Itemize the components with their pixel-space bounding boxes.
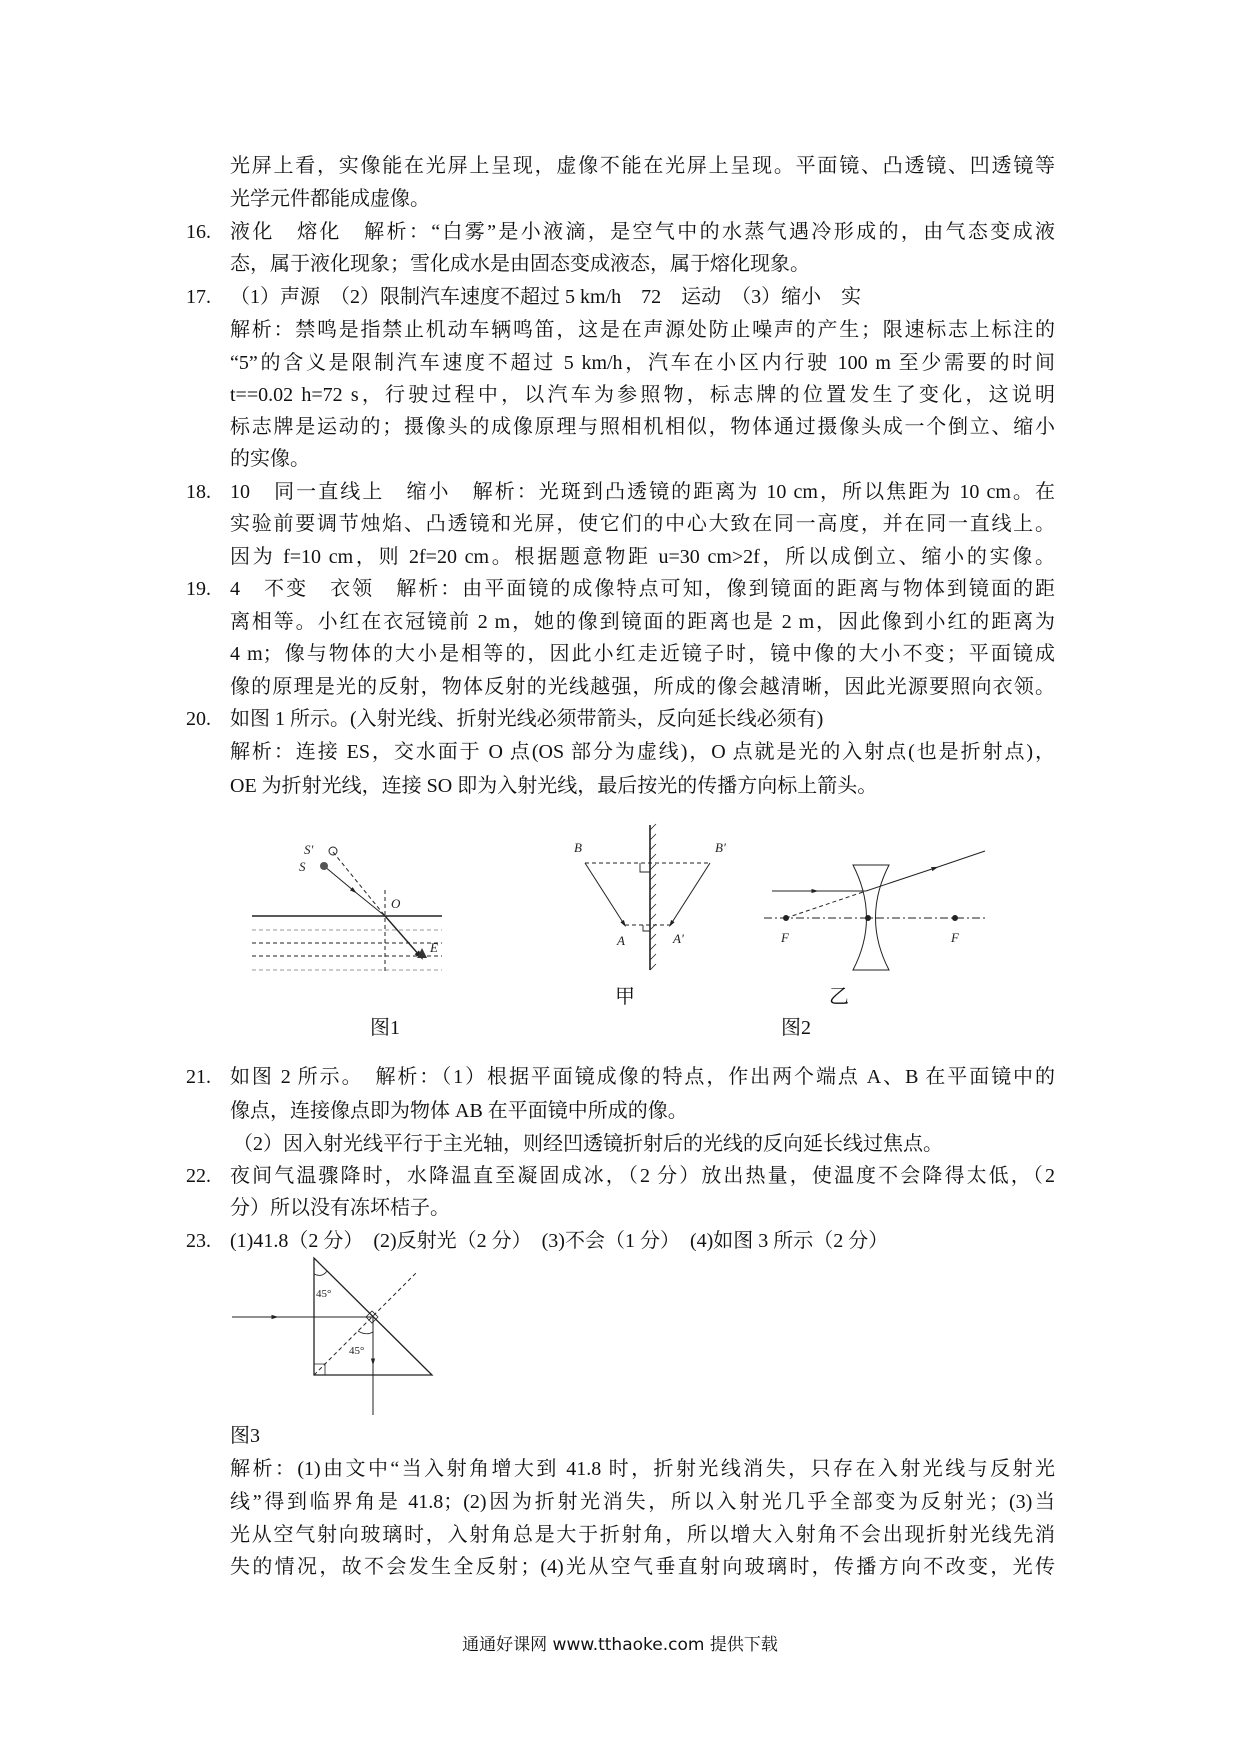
text-line: 如图 2 所示。 解析：（1）根据平面镜成像的特点，作出两个端点 A、B 在平面镜中的 (230, 1066, 1055, 1088)
label-o: O (391, 896, 401, 911)
text-line: （1）声源 （2）限制汽车速度不超过 5 km/h 72 运动 （3）缩小 实 (230, 286, 862, 308)
item-number: 20. (186, 708, 211, 730)
item-number: 23. (186, 1230, 211, 1252)
eye-icon (417, 948, 427, 958)
angle-arc (314, 1271, 327, 1275)
angle-label-top: 45° (316, 1288, 332, 1300)
figure-2b-concave-lens (764, 851, 988, 970)
text-line: （2）因入射光线平行于主光轴，则经凹透镜折射后的光线的反向延长线过焦点。 (233, 1133, 943, 1155)
label-a: A (617, 933, 625, 948)
text-line: 像点，连接像点即为物体 AB 在平面镜中所成的像。 (230, 1100, 688, 1122)
extension-line (333, 852, 385, 916)
figure-2a-plane-mirror (585, 824, 710, 970)
item-number: 19. (186, 578, 211, 600)
figure-2b-label: 乙 (829, 986, 849, 1008)
label-e: E (430, 940, 438, 955)
text-line: 4 m；像与物体的大小是相等的，因此小红走近镜子时，镜中像的大小不变；平面镜成 (230, 643, 1055, 665)
label-a-prime: A' (673, 931, 684, 946)
text-line: 解析：(1)由文中“当入射角增大到 41.8 时，折射光线消失，只存在入射光线与反射光 (230, 1458, 1055, 1480)
text-line: OE 为折射光线，连接 SO 即为入射光线，最后按光的传播方向标上箭头。 (230, 775, 878, 797)
text-line: 线”得到临界角是 41.8；(2)因为折射光消失，所以入射光几乎全部变为反射光；(3)当 (230, 1491, 1055, 1513)
text-line: 如图 1 所示。(入射光线、折射光线必须带箭头，反向延长线必须有) (230, 708, 824, 730)
focus-right (953, 916, 958, 921)
figure-1-caption: 图1 (370, 1017, 400, 1039)
text-line: 光学元件都能成虚像。 (230, 188, 430, 210)
item-number: 21. (186, 1066, 211, 1088)
figure-2-caption: 图2 (781, 1017, 811, 1039)
text-line: 4 不变 衣领 解析：由平面镜的成像特点可知，像到镜面的距离与物体到镜面的距 (230, 578, 1055, 600)
figure-2a-label: 甲 (615, 986, 635, 1008)
text-line: 离相等。小红在衣冠镜前 2 m，她的像到镜面的距离也是 2 m，因此像到小红的距离为 (230, 611, 1055, 633)
text-line: 分）所以没有冻坏桔子。 (230, 1197, 450, 1219)
incident-ray (324, 866, 354, 891)
text-line: 失的情况，故不会发生全反射；(4)光从空气垂直射向玻璃时，传播方向不改变，光传 (230, 1556, 1055, 1578)
figure-3-caption: 图3 (230, 1425, 260, 1447)
label-b: B (574, 840, 582, 855)
text-line: 标志牌是运动的；摄像头的成像原理与照相机相似，物体通过摄像头成一个倒立、缩小 (230, 416, 1055, 438)
text-line: 光从空气射向玻璃时，入射角总是大于折射角，所以增大入射角不会出现折射光线先消 (230, 1524, 1055, 1546)
figure-3-prism (232, 1258, 432, 1415)
text-line: 解析：连接 ES，交水面于 O 点(OS 部分为虚线)，O 点就是光的入射点(也是折射点)， (230, 741, 1055, 763)
refracted-ray (385, 916, 420, 956)
right-angle-mark (640, 863, 650, 872)
text-line: 解析：禁鸣是指禁止机动车辆鸣笛，这是在声源处防止噪声的产生；限速标志上标注的 (230, 319, 1055, 341)
label-s: S (299, 859, 306, 874)
text-line: 10 同一直线上 缩小 解析：光斑到凸透镜的距离为 10 cm，所以焦距为 10 cm。在 (230, 481, 1055, 503)
label-f-right: F (951, 930, 959, 945)
angle-label-bottom: 45° (349, 1345, 365, 1357)
text-line: 液化 熔化 解析：“白雾”是小液滴，是空气中的水蒸气遇冷形成的，由气态变成液 (230, 221, 1055, 243)
label-f-left: F (781, 930, 789, 945)
object-ab (585, 863, 624, 924)
item-number: 18. (186, 481, 211, 503)
text-line: 的实像。 (230, 448, 310, 470)
footer-watermark: 通通好课网 www.tthaoke.com 提供下载 (462, 1635, 778, 1655)
refracted-ray (866, 868, 935, 891)
text-line: 光屏上看，实像能在光屏上呈现，虚像不能在光屏上呈现。平面镜、凸透镜、凹透镜等 (230, 155, 1055, 177)
optical-center (866, 916, 871, 921)
text-line: 像的原理是光的反射，物体反射的光线越强，所成的像会越清晰，因此光源要照向衣领。 (230, 676, 1055, 698)
fish-image-icon (329, 847, 337, 855)
text-line: 实验前要调节烛焰、凸透镜和光屏，使它们的中心大致在同一高度，并在同一直线上。 (230, 513, 1055, 535)
text-line: (1)41.8（2 分） (2)反射光（2 分） (3)不会（1 分） (4)如图 3 所示（2 分） (230, 1230, 889, 1252)
mirror-hatching (650, 824, 656, 970)
figure-1-refraction (252, 847, 442, 972)
reverse-extension (786, 891, 866, 918)
text-line: “5”的含义是限制汽车速度不超过 5 km/h，汽车在小区内行驶 100 m 至少需要的时间 (230, 352, 1055, 374)
fish-icon (320, 862, 328, 870)
text-line: t==0.02 h=72 s，行驶过程中，以汽车为参照物，标志牌的位置发生了变化，这说明 (230, 384, 1055, 406)
text-line: 态，属于液化现象；雪化成水是由固态变成液态，属于熔化现象。 (230, 253, 810, 275)
item-number: 22. (186, 1165, 211, 1187)
right-angle-mark (643, 925, 650, 931)
image-ab (671, 863, 710, 924)
label-b-prime: B' (715, 840, 726, 855)
text-line: 因为 f=10 cm，则 2f=20 cm。根据题意物距 u=30 cm>2f，所以成倒立、缩小的实像。 (230, 546, 1055, 568)
item-number: 16. (186, 221, 211, 243)
item-number: 17. (186, 286, 211, 308)
text-line: 夜间气温骤降时，水降温直至凝固成冰，（2 分）放出热量，使温度不会降得太低，（2 (230, 1165, 1055, 1187)
label-s-prime: S' (304, 842, 314, 857)
angle-arc (358, 1331, 373, 1334)
